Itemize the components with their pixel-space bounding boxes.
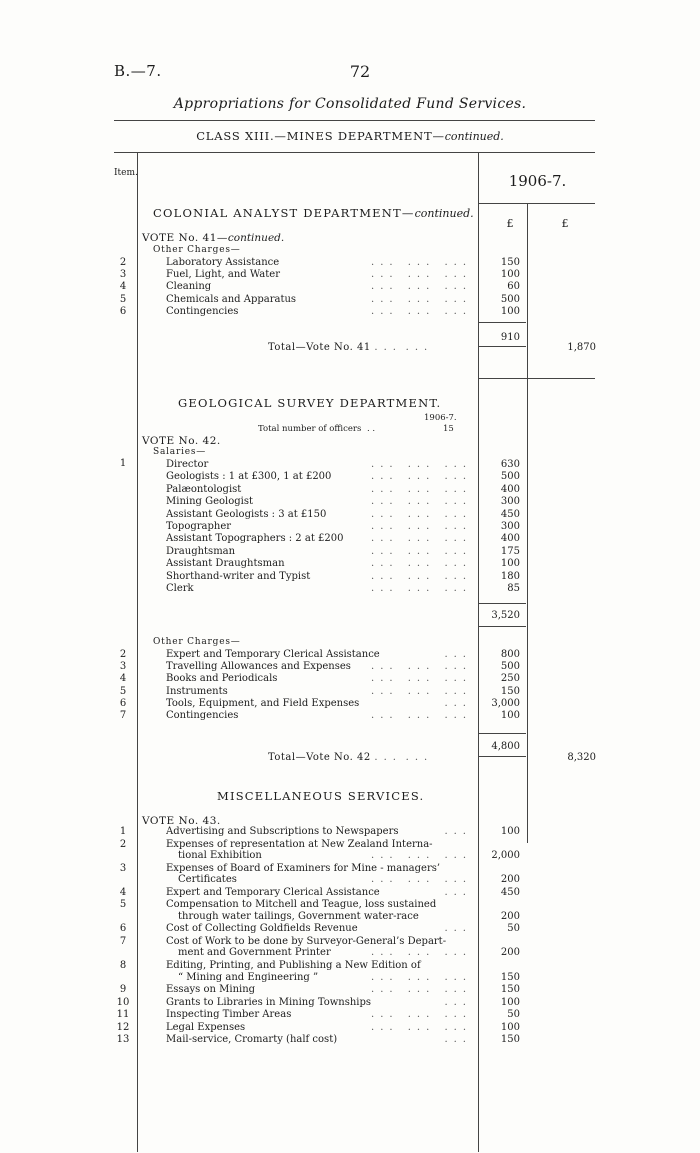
item-number: 7 [119, 935, 127, 947]
table-row [0, 1022, 700, 1033]
item-description: Expert and Temporary Clerical Assistance [166, 886, 380, 898]
item-description: Instruments [166, 685, 228, 697]
item-description: Palæontologist [166, 483, 242, 495]
item-amount: 630 [500, 459, 520, 470]
item-description: through water tailings, Government water-race [178, 910, 419, 922]
leader-dots: ... ... ... [371, 661, 472, 673]
year-underline [478, 203, 595, 204]
salaries-subtotal-rule [478, 603, 526, 604]
salaries-label: Salaries— [153, 447, 207, 457]
vote-42-total-rule [478, 756, 526, 757]
item-amount: 150 [500, 1034, 520, 1045]
item-number: 3 [119, 661, 127, 673]
item-number: 8 [119, 959, 127, 971]
item-column-header: Item. [114, 168, 138, 178]
table-row [0, 698, 700, 709]
table-row [0, 649, 700, 660]
item-number: 10 [116, 996, 130, 1008]
document-reference: B.—7. [114, 62, 162, 80]
table-row [0, 661, 700, 672]
item-amount: 100 [500, 269, 520, 281]
item-amount: 180 [500, 570, 520, 582]
table-row [0, 1034, 700, 1045]
table-row [0, 306, 700, 317]
leader-dots: ... ... ... [371, 281, 472, 293]
table-row [0, 850, 700, 861]
item-amount: 450 [500, 886, 520, 898]
table-row [0, 484, 700, 495]
vote-41-heading: VOTE No. 41—continued. [142, 232, 285, 244]
item-description: Expenses of representation at New Zealand Interna- [166, 838, 433, 850]
table-row [0, 911, 700, 922]
leader-dots: ... [444, 996, 472, 1008]
leader-dots: ... [444, 826, 472, 837]
item-number: 1 [119, 826, 127, 837]
item-number: 4 [119, 673, 127, 685]
leader-dots: ... ... ... [371, 558, 472, 570]
table-row [0, 923, 700, 934]
item-number: 6 [119, 697, 127, 709]
item-number: 2 [119, 838, 127, 850]
item-description: Compensation to Mitchell and Teague, loss sustained [166, 899, 437, 911]
leader-dots: ... ... ... [371, 971, 472, 983]
item-description: Advertising and Subscriptions to Newspapers [166, 826, 399, 837]
table-row [0, 673, 700, 684]
vote-42-total-label: Total—Vote No. 42 ... ... [268, 752, 434, 763]
item-description: Laboratory Assistance [166, 257, 280, 268]
item-description: Topographer [166, 521, 232, 532]
item-number: 5 [119, 685, 127, 697]
table-row [0, 839, 700, 850]
table-row [0, 887, 700, 898]
item-description: Cleaning [166, 281, 212, 293]
leader-dots: ... ... ... [371, 1009, 472, 1020]
table-row [0, 960, 700, 971]
table-row [0, 874, 700, 885]
item-amount: 150 [500, 971, 520, 983]
leader-dots: ... [444, 1034, 472, 1045]
item-amount: 250 [500, 673, 520, 685]
year-header: 1906-7. [508, 172, 567, 190]
leader-dots: ... ... ... [371, 521, 472, 532]
item-description: Chemicals and Apparatus [166, 293, 297, 305]
item-number: 9 [119, 984, 127, 995]
table-row [0, 546, 700, 557]
item-amount: 100 [500, 1021, 520, 1033]
class-title: CLASS XIII.—MINES DEPARTMENT— [196, 129, 445, 143]
item-amount: 100 [500, 558, 520, 570]
item-description: Legal Expenses [166, 1021, 246, 1033]
salaries-item-number: 1 [119, 458, 127, 469]
leader-dots: ... [444, 649, 472, 660]
leader-dots: ... ... ... [371, 570, 472, 582]
section-miscellaneous-title: MISCELLANEOUS SERVICES. [217, 789, 425, 803]
salaries-subtotal: 3,520 [491, 610, 520, 621]
table-row [0, 686, 700, 697]
table-row [0, 936, 700, 947]
item-amount: 300 [500, 496, 520, 508]
table-row [0, 471, 700, 482]
leader-dots: ... ... ... [371, 710, 472, 721]
item-number: 4 [119, 281, 127, 293]
leader-dots: ... ... ... [371, 685, 472, 697]
section-colonial-analyst-title: COLONIAL ANALYST DEPARTMENT—continued. [153, 206, 474, 220]
item-description: Books and Periodicals [166, 673, 278, 685]
item-amount: 200 [500, 910, 520, 922]
item-amount: 200 [500, 947, 520, 959]
item-number: 6 [119, 923, 127, 935]
officers-label: Total number of officers [258, 424, 362, 434]
item-number: 2 [119, 257, 127, 268]
item-description: Expenses of Board of Examiners for Mine - managers’ [166, 862, 441, 874]
item-amount: 100 [500, 996, 520, 1008]
leader-dots: ... ... ... [371, 533, 472, 545]
item-description: Expert and Temporary Clerical Assistance [166, 649, 380, 660]
leader-dots: ... ... ... [371, 508, 472, 520]
item-number: 13 [116, 1034, 130, 1045]
item-number: 2 [119, 649, 127, 660]
leader-dots: ... ... ... [371, 496, 472, 508]
item-description: Inspecting Timber Areas [166, 1009, 292, 1020]
item-number: 11 [116, 1009, 130, 1020]
vote-43-heading: VOTE No. 43. [142, 815, 221, 827]
item-amount: 100 [500, 826, 520, 837]
leader-dots: ... ... ... [371, 947, 472, 959]
item-amount: 800 [500, 649, 520, 660]
table-row [0, 997, 700, 1008]
currency-header-1: £ [506, 217, 514, 230]
vote-42-total: 8,320 [567, 752, 596, 763]
item-number: 7 [119, 710, 127, 721]
table-row [0, 972, 700, 983]
officers-count: 15 [443, 424, 454, 434]
table-row [0, 509, 700, 520]
vote-42-subtotal-rule [478, 733, 526, 734]
item-description: Assistant Topographers : 2 at £200 [166, 533, 344, 545]
table-row [0, 521, 700, 532]
item-description: tional Exhibition [178, 850, 262, 862]
item-description: Mining Geologist [166, 496, 253, 508]
item-amount: 500 [500, 661, 520, 673]
item-description: Travelling Allowances and Expenses [166, 661, 351, 673]
item-description: Fuel, Light, and Water [166, 269, 280, 281]
leader-dots: ... ... ... [371, 583, 472, 594]
table-row [0, 571, 700, 582]
leader-dots: ... ... ... [371, 1021, 472, 1033]
table-row [0, 984, 700, 995]
item-amount: 100 [500, 305, 520, 317]
item-description: Assistant Geologists : 3 at £150 [166, 508, 327, 520]
vote-41-total-rule [478, 346, 526, 347]
item-description: Contingencies [166, 710, 239, 721]
table-row [0, 281, 700, 292]
item-amount: 85 [507, 583, 520, 594]
leader-dots: ... [444, 886, 472, 898]
item-amount: 500 [500, 293, 520, 305]
item-number: 3 [119, 862, 127, 874]
page-number: 72 [349, 62, 371, 81]
leader-dots: ... ... ... [371, 471, 472, 483]
table-row [0, 826, 700, 837]
leader-dots: ... ... ... [371, 673, 472, 685]
leader-dots: ... ... ... [371, 459, 472, 470]
vote-42-subtotal: 4,800 [491, 741, 520, 752]
item-description: Essays on Mining [166, 984, 256, 995]
item-amount: 300 [500, 521, 520, 532]
leader-dots: ... ... ... [371, 257, 472, 268]
item-description: “ Mining and Engineering ” [178, 971, 319, 983]
item-amount: 400 [500, 483, 520, 495]
item-number: 12 [116, 1021, 130, 1033]
vote-42-heading: VOTE No. 42. [142, 435, 221, 447]
item-description: Assistant Draughtsman [166, 558, 285, 570]
item-amount: 200 [500, 874, 520, 886]
item-amount: 500 [500, 471, 520, 483]
item-description: Editing, Printing, and Publishing a New Edition of [166, 959, 421, 971]
table-row [0, 1009, 700, 1020]
leader-dots: ... ... ... [371, 850, 472, 862]
vote-41-other-charges-label: Other Charges— [153, 245, 241, 255]
title-rule [114, 120, 595, 121]
vote-41-subtotal-rule [478, 322, 526, 323]
section-divider-1 [478, 378, 595, 379]
item-number: 5 [119, 293, 127, 305]
table-row [0, 294, 700, 305]
table-top-rule [114, 152, 595, 153]
vote-41-total-label: Total—Vote No. 41 ... ... [268, 342, 434, 353]
item-amount: 3,000 [491, 697, 520, 709]
class-suffix: continued. [444, 130, 504, 143]
salaries-subtotal-underline [478, 626, 526, 627]
item-description: Geologists : 1 at £300, 1 at £200 [166, 471, 332, 483]
currency-header-2: £ [561, 217, 569, 230]
item-amount: 50 [507, 1009, 520, 1020]
item-description: Director [166, 459, 209, 470]
table-row [0, 558, 700, 569]
table-row [0, 459, 700, 470]
item-description: Contingencies [166, 305, 239, 317]
item-description: Cost of Work to be done by Surveyor-General’s Depart- [166, 935, 447, 947]
item-description: Mail-service, Cromarty (half cost) [166, 1034, 338, 1045]
leader-dots: ... ... ... [371, 545, 472, 557]
item-number: 5 [119, 899, 127, 911]
leader-dots: ... [444, 697, 472, 709]
item-number: 4 [119, 886, 127, 898]
item-description: Certificates [178, 874, 237, 886]
item-amount: 60 [507, 281, 520, 293]
table-row [0, 710, 700, 721]
item-number: 3 [119, 269, 127, 281]
item-description: Draughtsman [166, 545, 236, 557]
item-description: Shorthand-writer and Typist [166, 570, 311, 582]
vote-42-other-charges-label: Other Charges— [153, 637, 241, 647]
table-row [0, 863, 700, 874]
item-description: ment and Government Printer [178, 947, 331, 959]
item-description: Cost of Collecting Goldfields Revenue [166, 923, 358, 935]
vote-41-subtotal: 910 [500, 332, 520, 343]
table-row [0, 533, 700, 544]
table-row [0, 899, 700, 910]
table-row [0, 583, 700, 594]
vote-41-total: 1,870 [567, 342, 596, 353]
leader-dots: ... ... ... [371, 984, 472, 995]
page-title: Appropriations for Consolidated Fund Services. [173, 96, 527, 112]
item-description: Clerk [166, 583, 194, 594]
table-row [0, 257, 700, 268]
section-geological-survey-title: GEOLOGICAL SURVEY DEPARTMENT. [178, 396, 442, 410]
class-heading [0, 129, 700, 143]
item-amount: 100 [500, 710, 520, 721]
item-description: Grants to Libraries in Mining Townships [166, 996, 372, 1008]
item-number: 6 [119, 305, 127, 317]
item-amount: 50 [507, 923, 520, 935]
officers-year: 1906-7. [424, 413, 457, 423]
table-row [0, 269, 700, 280]
officers-dots: . . [367, 424, 376, 434]
leader-dots: ... ... ... [371, 293, 472, 305]
item-amount: 175 [500, 545, 520, 557]
leader-dots: ... ... ... [371, 269, 472, 281]
leader-dots: ... [444, 923, 472, 935]
item-amount: 150 [500, 984, 520, 995]
table-row [0, 496, 700, 507]
item-amount: 2,000 [491, 850, 520, 862]
leader-dots: ... ... ... [371, 305, 472, 317]
leader-dots: ... ... ... [371, 483, 472, 495]
item-amount: 400 [500, 533, 520, 545]
table-row [0, 947, 700, 958]
leader-dots: ... ... ... [371, 874, 472, 886]
item-amount: 450 [500, 508, 520, 520]
item-amount: 150 [500, 257, 520, 268]
item-amount: 150 [500, 685, 520, 697]
item-description: Tools, Equipment, and Field Expenses [166, 697, 360, 709]
